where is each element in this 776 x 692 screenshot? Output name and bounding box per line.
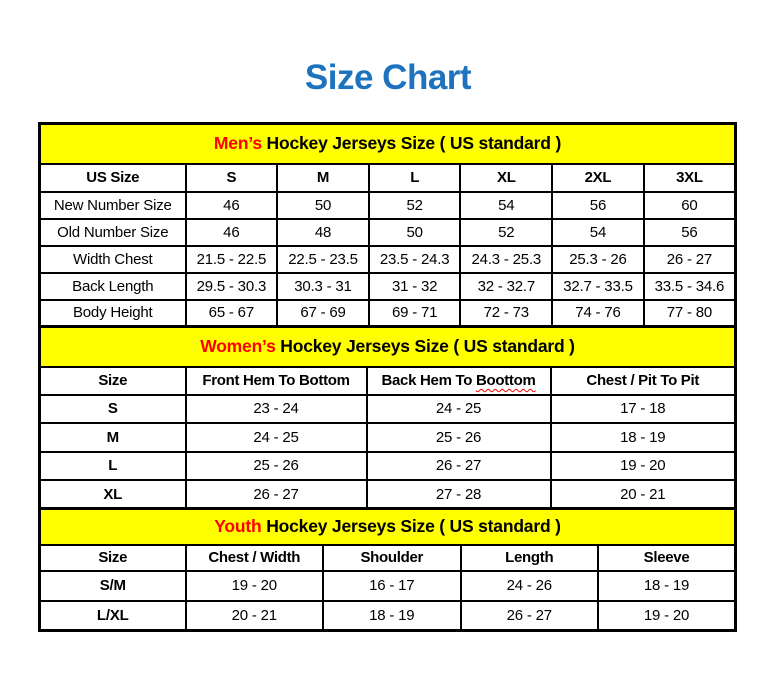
size-value-cell: 20 - 21 <box>186 601 324 631</box>
mens-header-2xl: 2XL <box>552 164 644 192</box>
size-value-cell: 32.7 - 33.5 <box>552 273 644 300</box>
size-value-cell: 60 <box>644 192 736 219</box>
size-value-cell: 29.5 - 30.3 <box>186 273 278 300</box>
size-value-cell: 26 - 27 <box>461 601 599 631</box>
womens-header-front: Front Hem To Bottom <box>186 367 367 395</box>
size-value-cell: 24 - 26 <box>461 571 599 601</box>
youth-section-banner <box>40 509 736 545</box>
size-value-cell: 52 <box>460 219 552 246</box>
mens-header-xl: XL <box>460 164 552 192</box>
womens-header-back <box>367 367 551 395</box>
youth-header-shoulder: Shoulder <box>323 545 461 571</box>
mens-header-s: S <box>186 164 278 192</box>
size-value-cell: 77 - 80 <box>644 300 736 327</box>
youth-header-size: Size <box>40 545 186 571</box>
size-value-cell: 18 - 19 <box>323 601 461 631</box>
mens-header-m: M <box>277 164 369 192</box>
size-value-cell: 18 - 19 <box>598 571 736 601</box>
size-value-cell: 33.5 - 34.6 <box>644 273 736 300</box>
mens-header-us-size: US Size <box>40 164 186 192</box>
row-label: S <box>40 395 186 424</box>
youth-banner-row <box>40 509 736 545</box>
youth-banner-highlight: Youth <box>214 516 262 537</box>
womens-section-banner <box>40 327 736 367</box>
youth-row-lxl <box>40 601 736 631</box>
womens-header-row <box>40 367 736 395</box>
size-value-cell: 18 - 19 <box>551 423 736 452</box>
row-label: Old Number Size <box>40 219 186 246</box>
womens-row-s <box>40 395 736 424</box>
size-value-cell: 54 <box>552 219 644 246</box>
youth-header-sleeve: Sleeve <box>598 545 736 571</box>
youth-header-row <box>40 545 736 571</box>
row-label: XL <box>40 480 186 509</box>
size-value-cell: 24.3 - 25.3 <box>460 246 552 273</box>
size-value-cell: 19 - 20 <box>598 601 736 631</box>
youth-header-length: Length <box>461 545 599 571</box>
size-value-cell: 20 - 21 <box>551 480 736 509</box>
youth-header-chest: Chest / Width <box>186 545 324 571</box>
row-label: L/XL <box>40 601 186 631</box>
row-label: L <box>40 452 186 481</box>
size-value-cell: 74 - 76 <box>552 300 644 327</box>
size-value-cell: 31 - 32 <box>369 273 461 300</box>
mens-banner-highlight: Men’s <box>213 133 262 154</box>
row-label: Back Length <box>40 273 186 300</box>
size-value-cell: 22.5 - 23.5 <box>277 246 369 273</box>
size-value-cell: 19 - 20 <box>551 452 736 481</box>
size-value-cell: 21.5 - 22.5 <box>186 246 278 273</box>
size-value-cell: 56 <box>552 192 644 219</box>
size-value-cell: 17 - 18 <box>551 395 736 424</box>
mens-row-body-height <box>40 300 736 327</box>
size-value-cell: 26 - 27 <box>644 246 736 273</box>
mens-banner-text: Hockey Jerseys Size ( US standard ) <box>266 133 562 154</box>
womens-header-back-prefix: Back Hem To <box>381 372 473 389</box>
womens-banner-highlight: Women’s <box>200 336 276 357</box>
mens-header-row <box>40 164 736 192</box>
size-value-cell: 27 - 28 <box>367 480 551 509</box>
mens-banner-row <box>40 124 736 164</box>
mens-row-width-chest <box>40 246 736 273</box>
youth-banner-text: Hockey Jerseys Size ( US standard ) <box>266 516 561 537</box>
size-value-cell: 23.5 - 24.3 <box>369 246 461 273</box>
youth-row-sm <box>40 571 736 601</box>
size-value-cell: 50 <box>369 219 461 246</box>
size-value-cell: 26 - 27 <box>186 480 367 509</box>
mens-header-l: L <box>369 164 461 192</box>
mens-row-new-number <box>40 192 736 219</box>
size-value-cell: 25.3 - 26 <box>552 246 644 273</box>
row-label: New Number Size <box>40 192 186 219</box>
womens-row-xl <box>40 480 736 509</box>
row-label: Width Chest <box>40 246 186 273</box>
size-value-cell: 26 - 27 <box>367 452 551 481</box>
size-value-cell: 24 - 25 <box>186 423 367 452</box>
size-value-cell: 54 <box>460 192 552 219</box>
size-chart-tables <box>38 122 737 632</box>
size-value-cell: 19 - 20 <box>186 571 324 601</box>
size-value-cell: 69 - 71 <box>369 300 461 327</box>
size-value-cell: 23 - 24 <box>186 395 367 424</box>
womens-header-back-misspelled-word: Boottom <box>475 372 536 389</box>
size-value-cell: 46 <box>186 192 278 219</box>
size-value-cell: 24 - 25 <box>367 395 551 424</box>
youth-size-table <box>38 507 737 632</box>
size-value-cell: 65 - 67 <box>186 300 278 327</box>
size-value-cell: 50 <box>277 192 369 219</box>
womens-banner-text: Hockey Jerseys Size ( US standard ) <box>280 336 575 357</box>
womens-header-chest: Chest / Pit To Pit <box>551 367 736 395</box>
row-label: S/M <box>40 571 186 601</box>
size-value-cell: 16 - 17 <box>323 571 461 601</box>
row-label: M <box>40 423 186 452</box>
size-value-cell: 72 - 73 <box>460 300 552 327</box>
womens-banner-row <box>40 327 736 367</box>
mens-row-old-number <box>40 219 736 246</box>
size-value-cell: 48 <box>277 219 369 246</box>
mens-size-table <box>38 122 737 328</box>
mens-header-3xl: 3XL <box>644 164 736 192</box>
womens-header-size: Size <box>40 367 186 395</box>
size-value-cell: 56 <box>644 219 736 246</box>
womens-size-table <box>38 325 737 510</box>
womens-row-l <box>40 452 736 481</box>
size-value-cell: 67 - 69 <box>277 300 369 327</box>
womens-row-m <box>40 423 736 452</box>
size-value-cell: 46 <box>186 219 278 246</box>
size-value-cell: 32 - 32.7 <box>460 273 552 300</box>
page-title: Size Chart <box>304 58 472 97</box>
mens-row-back-length <box>40 273 736 300</box>
mens-section-banner <box>40 124 736 164</box>
size-value-cell: 25 - 26 <box>367 423 551 452</box>
size-value-cell: 30.3 - 31 <box>277 273 369 300</box>
size-value-cell: 25 - 26 <box>186 452 367 481</box>
row-label: Body Height <box>40 300 186 327</box>
size-value-cell: 52 <box>369 192 461 219</box>
